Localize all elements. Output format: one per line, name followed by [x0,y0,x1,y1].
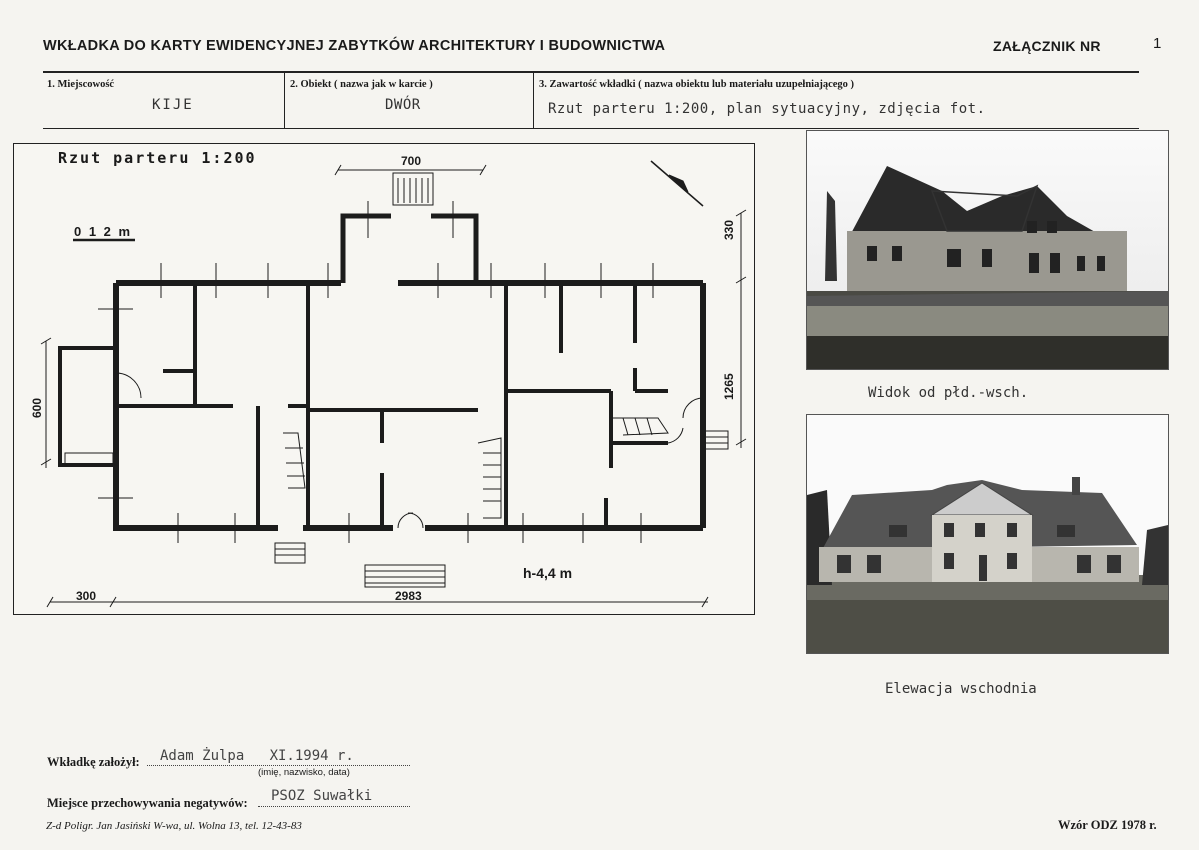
field-table-top-rule [43,71,1139,73]
north-arrow-icon [651,161,703,206]
printer-imprint: Z-d Poligr. Jan Jasiński W-wa, ul. Wolna 13, tel. 12-43-83 [46,820,302,832]
floor-plan-drawing [13,143,755,615]
scale-bar: 0 1 2 m [74,224,133,239]
place-value: KIJE [152,97,194,113]
storage-label: Miejsce przechowywania negatywów: [47,796,248,810]
form-id: Wzór ODZ 1978 r. [1058,818,1157,832]
annex-label: ZAŁĄCZNIK NR [993,38,1101,54]
photo-southeast-view [806,130,1169,370]
object-label: 2. Obiekt ( nazwa jak w karcie ) [290,79,433,90]
dim-bottom-left: 300 [76,589,97,603]
height-note: h-4,4 m [523,565,573,581]
dim-left: 600 [30,397,44,418]
dim-right-lower: 1265 [722,373,736,400]
place-label: 1. Miejscowość [47,79,115,90]
founder-hint: (imię, nazwisko, data) [258,767,350,778]
dim-top: 700 [401,154,422,168]
field-divider-1 [284,72,285,128]
dim-right-upper: 330 [722,219,736,240]
plan-title: Rzut parteru 1:200 [58,149,257,167]
photo1-caption: Widok od płd.-wsch. [868,385,1029,401]
photo-east-elevation [806,414,1169,654]
field-table-bottom-rule [43,128,1139,129]
founder-label: Wkładkę założył: [47,755,140,769]
dim-bottom-main: 2983 [395,589,422,603]
contents-label: 3. Zawartość wkładki ( nazwa obiektu lub materiału uzupełniającego ) [539,79,855,90]
storage-value: PSOZ Suwałki [271,788,373,804]
form-title: WKŁADKA DO KARTY EWIDENCYJNEJ ZABYTKÓW ARCHITEKTURY I BUDOWNICTWA [43,38,666,54]
photo2-caption: Elewacja wschodnia [885,681,1037,697]
object-value: DWÓR [385,97,421,113]
annex-number: 1 [1153,35,1162,52]
storage-dotted-line [258,806,410,807]
founder-value: Adam Żulpa XI.1994 r. [160,748,354,764]
contents-value: Rzut parteru 1:200, plan sytuacyjny, zdjęcia fot. [548,101,986,117]
founder-dotted-line [147,765,410,766]
field-divider-2 [533,72,534,128]
